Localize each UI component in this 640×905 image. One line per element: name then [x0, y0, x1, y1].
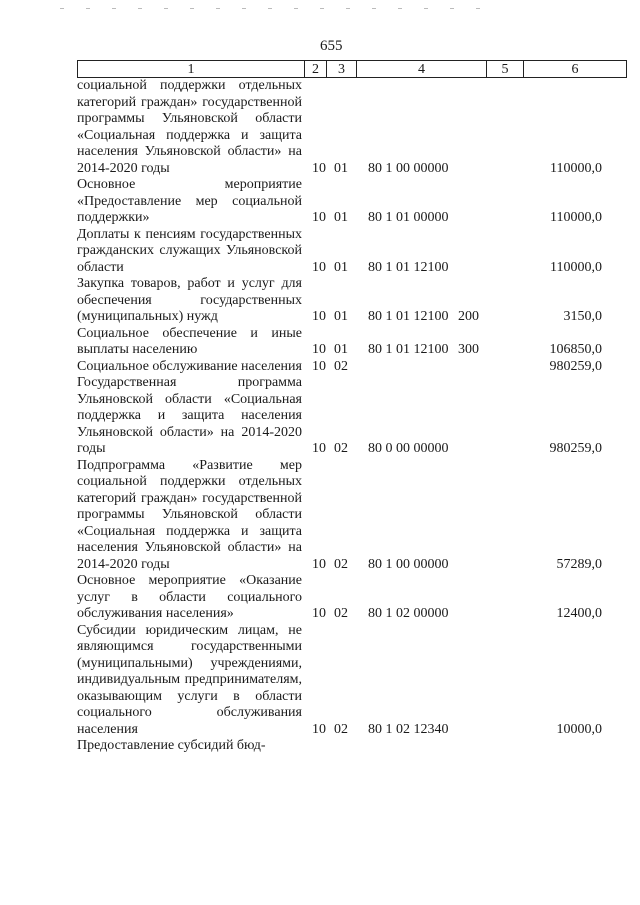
row-name: Государственная программа Ульяновской области «Социальная поддержка и защита населения Ульяновской области» на 2014-2020 годы	[77, 375, 302, 456]
header-col-4: 4	[357, 61, 487, 77]
row-name: Предоставление субсидий бюд-	[77, 738, 266, 753]
budget-table	[77, 60, 627, 755]
row-chapter: 10	[312, 210, 326, 225]
row-subsection: 01	[334, 342, 348, 357]
table-row	[77, 359, 627, 376]
row-amount: 980259,0	[549, 358, 602, 374]
row-chapter: 10	[312, 556, 326, 572]
row-name: Социальное обслуживание населения	[77, 358, 302, 374]
row-amount: 106850,0	[549, 342, 602, 357]
row-name: Субсидии юридическим лицам, не являющимся государственными (муниципальными) учреждениями, индивидуальным предпринимателям, оказывающим услуги в области социального обслуживания населения	[77, 622, 302, 737]
scan-artifact	[60, 8, 480, 9]
row-subsection: 02	[334, 556, 348, 572]
row-name: Подпрограмма «Развитие мер социальной поддержки отдельных категорий граждан» государственной программы Ульяновской области «Социальная поддержка и защита населения Ульяновской области» на 2014-2020 годы	[77, 457, 302, 572]
row-chapter: 10	[312, 259, 326, 275]
row-target-article: 80 1 00 00000	[368, 556, 449, 572]
row-amount: 110000,0	[550, 259, 602, 275]
row-chapter: 10	[312, 721, 326, 737]
row-name: Закупка товаров, работ и услуг для обеспечения государственных (муниципальных) нужд	[77, 276, 302, 324]
row-chapter: 10	[312, 441, 326, 456]
row-target-article: 80 1 01 00000	[368, 210, 449, 225]
table-row	[77, 573, 627, 623]
header-col-5: 5	[487, 61, 524, 77]
table-row	[77, 227, 627, 277]
row-subsection: 02	[334, 721, 348, 737]
table-header	[77, 60, 627, 78]
table-row	[77, 78, 627, 177]
row-subsection: 01	[334, 210, 348, 225]
row-name: Основное мероприятие «Оказание услуг в области социального обслуживания населения»	[77, 573, 302, 621]
row-subsection: 02	[334, 606, 348, 621]
row-subsection: 01	[334, 160, 348, 176]
row-amount: 10000,0	[556, 721, 602, 737]
table-row	[77, 375, 627, 458]
row-subsection: 01	[334, 309, 348, 324]
row-target-article: 80 1 01 12100	[368, 259, 449, 275]
row-amount: 12400,0	[556, 606, 602, 621]
row-name: Основное мероприятие «Предоставление мер социальной поддержки»	[77, 177, 302, 225]
row-target-article: 80 1 01 12100	[368, 342, 449, 357]
table-body	[77, 78, 627, 755]
header-col-3: 3	[327, 61, 357, 77]
table-row	[77, 458, 627, 574]
row-target-article: 80 1 00 00000	[368, 160, 449, 176]
row-target-article: 80 0 00 00000	[368, 441, 449, 456]
row-amount: 980259,0	[549, 441, 602, 456]
row-chapter: 10	[312, 160, 326, 176]
row-chapter: 10	[312, 309, 326, 324]
header-col-2: 2	[305, 61, 327, 77]
row-expense-type: 300	[458, 342, 479, 357]
row-amount: 57289,0	[556, 556, 602, 572]
row-name: Социальное обеспечение и иные выплаты населению	[77, 325, 302, 357]
row-target-article: 80 1 02 12340	[368, 721, 449, 737]
row-chapter: 10	[312, 342, 326, 357]
row-amount: 3150,0	[563, 309, 602, 324]
row-subsection: 02	[334, 358, 348, 374]
row-amount: 110000,0	[550, 210, 602, 225]
table-row	[77, 623, 627, 739]
header-col-1: 1	[78, 61, 305, 77]
row-subsection: 02	[334, 441, 348, 456]
header-col-6: 6	[571, 62, 579, 77]
row-chapter: 10	[312, 606, 326, 621]
table-row	[77, 177, 627, 227]
page-number: 655	[320, 38, 343, 54]
row-expense-type: 200	[458, 309, 479, 324]
row-name: Доплаты к пенсиям государственных гражданских служащих Ульяновской области	[77, 226, 302, 275]
table-row	[77, 738, 627, 755]
row-subsection: 01	[334, 259, 348, 275]
row-name: социальной поддержки отдельных категорий граждан» государственной программы Ульяновской области «Социальная поддержка и защита населения Ульяновской области» на 2014-2020 годы	[77, 78, 302, 176]
row-chapter: 10	[312, 358, 326, 374]
table-row	[77, 276, 627, 326]
row-target-article: 80 1 02 00000	[368, 606, 449, 621]
row-amount: 110000,0	[550, 160, 602, 176]
row-target-article: 80 1 01 12100	[368, 309, 449, 324]
table-row	[77, 326, 627, 359]
